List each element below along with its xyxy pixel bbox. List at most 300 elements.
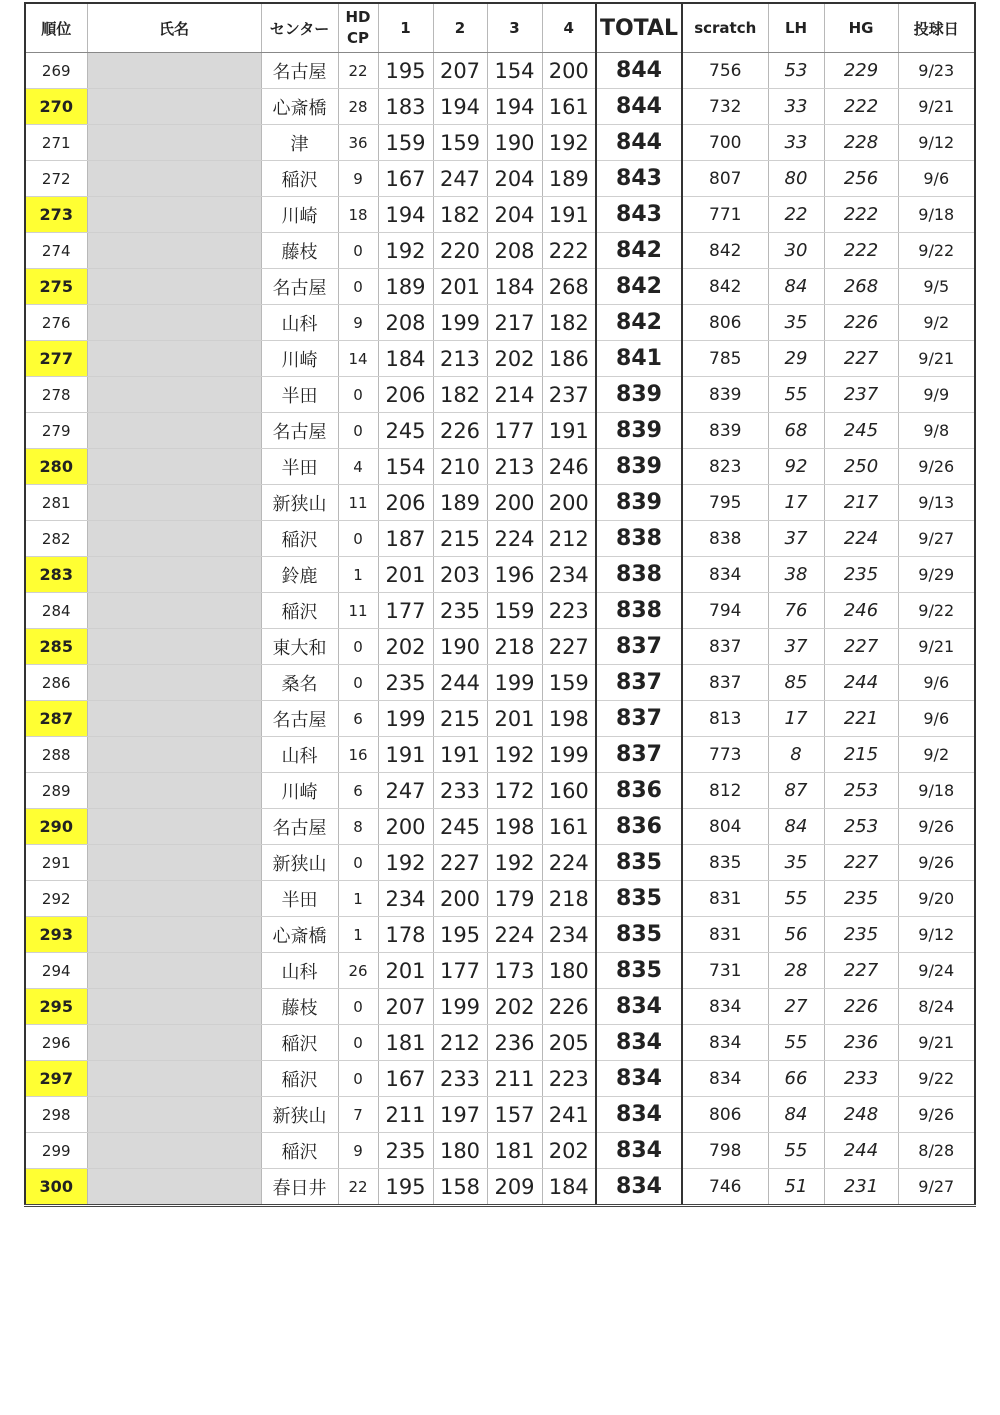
table-row bbox=[25, 53, 975, 89]
hdcp-cell: 9 bbox=[338, 161, 378, 197]
game-3-cell: 159 bbox=[487, 593, 542, 629]
game-4-cell: 198 bbox=[542, 701, 596, 737]
name-cell bbox=[87, 1169, 261, 1206]
rank-cell: 296 bbox=[25, 1025, 87, 1061]
hg-cell: 253 bbox=[824, 809, 898, 845]
total-cell: 839 bbox=[596, 413, 682, 449]
game-1-cell: 191 bbox=[378, 737, 433, 773]
scratch-cell: 812 bbox=[682, 773, 768, 809]
name-cell bbox=[87, 53, 261, 89]
game-2-cell: 180 bbox=[433, 1133, 487, 1169]
name-cell bbox=[87, 989, 261, 1025]
name-cell bbox=[87, 773, 261, 809]
table-row bbox=[25, 377, 975, 413]
header-hdcp bbox=[338, 3, 378, 53]
date-cell: 9/6 bbox=[898, 161, 975, 197]
rank-cell: 287 bbox=[25, 701, 87, 737]
center-cell: 稲沢 bbox=[261, 1133, 338, 1169]
scratch-cell: 746 bbox=[682, 1169, 768, 1206]
game-2-cell: 197 bbox=[433, 1097, 487, 1133]
lh-cell: 53 bbox=[768, 53, 824, 89]
total-cell: 841 bbox=[596, 341, 682, 377]
scratch-cell: 785 bbox=[682, 341, 768, 377]
lh-cell: 30 bbox=[768, 233, 824, 269]
game-3-cell: 236 bbox=[487, 1025, 542, 1061]
scratch-cell: 823 bbox=[682, 449, 768, 485]
rank-cell: 280 bbox=[25, 449, 87, 485]
date-cell: 9/26 bbox=[898, 809, 975, 845]
header-rank: 順位 bbox=[25, 3, 87, 53]
game-4-cell: 212 bbox=[542, 521, 596, 557]
hdcp-cell: 0 bbox=[338, 1025, 378, 1061]
rank-cell: 295 bbox=[25, 989, 87, 1025]
game-2-cell: 207 bbox=[433, 53, 487, 89]
game-1-cell: 181 bbox=[378, 1025, 433, 1061]
header-center: センター bbox=[261, 3, 338, 53]
game-1-cell: 192 bbox=[378, 233, 433, 269]
header-hg: HG bbox=[824, 3, 898, 53]
rank-cell: 284 bbox=[25, 593, 87, 629]
total-cell: 834 bbox=[596, 1097, 682, 1133]
scratch-cell: 839 bbox=[682, 413, 768, 449]
table-row bbox=[25, 773, 975, 809]
name-cell bbox=[87, 809, 261, 845]
game-4-cell: 227 bbox=[542, 629, 596, 665]
scratch-cell: 835 bbox=[682, 845, 768, 881]
table-row bbox=[25, 413, 975, 449]
hdcp-cell: 7 bbox=[338, 1097, 378, 1133]
date-cell: 9/21 bbox=[898, 629, 975, 665]
date-cell: 9/21 bbox=[898, 89, 975, 125]
hg-cell: 236 bbox=[824, 1025, 898, 1061]
name-cell bbox=[87, 953, 261, 989]
game-4-cell: 200 bbox=[542, 53, 596, 89]
name-cell bbox=[87, 89, 261, 125]
date-cell: 9/26 bbox=[898, 449, 975, 485]
game-1-cell: 245 bbox=[378, 413, 433, 449]
rank-cell: 282 bbox=[25, 521, 87, 557]
game-2-cell: 199 bbox=[433, 989, 487, 1025]
total-cell: 838 bbox=[596, 557, 682, 593]
total-cell: 842 bbox=[596, 233, 682, 269]
hdcp-cell: 28 bbox=[338, 89, 378, 125]
game-3-cell: 213 bbox=[487, 449, 542, 485]
header-date: 投球日 bbox=[898, 3, 975, 53]
date-cell: 9/6 bbox=[898, 701, 975, 737]
total-cell: 842 bbox=[596, 305, 682, 341]
total-cell: 835 bbox=[596, 881, 682, 917]
lh-cell: 17 bbox=[768, 701, 824, 737]
game-4-cell: 268 bbox=[542, 269, 596, 305]
lh-cell: 92 bbox=[768, 449, 824, 485]
game-1-cell: 195 bbox=[378, 1169, 433, 1206]
hg-cell: 235 bbox=[824, 557, 898, 593]
center-cell: 鈴鹿 bbox=[261, 557, 338, 593]
scratch-cell: 838 bbox=[682, 521, 768, 557]
scratch-cell: 773 bbox=[682, 737, 768, 773]
lh-cell: 87 bbox=[768, 773, 824, 809]
total-cell: 837 bbox=[596, 701, 682, 737]
game-2-cell: 212 bbox=[433, 1025, 487, 1061]
game-1-cell: 235 bbox=[378, 665, 433, 701]
game-4-cell: 192 bbox=[542, 125, 596, 161]
lh-cell: 51 bbox=[768, 1169, 824, 1206]
game-3-cell: 208 bbox=[487, 233, 542, 269]
game-1-cell: 206 bbox=[378, 485, 433, 521]
table-row bbox=[25, 89, 975, 125]
name-cell bbox=[87, 1097, 261, 1133]
game-1-cell: 177 bbox=[378, 593, 433, 629]
game-4-cell: 200 bbox=[542, 485, 596, 521]
game-4-cell: 241 bbox=[542, 1097, 596, 1133]
rank-cell: 274 bbox=[25, 233, 87, 269]
hg-cell: 245 bbox=[824, 413, 898, 449]
name-cell bbox=[87, 161, 261, 197]
hdcp-cell: 0 bbox=[338, 269, 378, 305]
game-1-cell: 208 bbox=[378, 305, 433, 341]
lh-cell: 37 bbox=[768, 629, 824, 665]
game-4-cell: 202 bbox=[542, 1133, 596, 1169]
total-cell: 835 bbox=[596, 845, 682, 881]
rank-cell: 279 bbox=[25, 413, 87, 449]
game-4-cell: 234 bbox=[542, 917, 596, 953]
game-3-cell: 218 bbox=[487, 629, 542, 665]
name-cell bbox=[87, 449, 261, 485]
hg-cell: 227 bbox=[824, 953, 898, 989]
center-cell: 新狭山 bbox=[261, 845, 338, 881]
game-2-cell: 159 bbox=[433, 125, 487, 161]
scratch-cell: 842 bbox=[682, 269, 768, 305]
lh-cell: 17 bbox=[768, 485, 824, 521]
game-1-cell: 201 bbox=[378, 953, 433, 989]
name-cell bbox=[87, 665, 261, 701]
date-cell: 9/21 bbox=[898, 1025, 975, 1061]
table-row bbox=[25, 629, 975, 665]
game-2-cell: 210 bbox=[433, 449, 487, 485]
hg-cell: 233 bbox=[824, 1061, 898, 1097]
game-4-cell: 180 bbox=[542, 953, 596, 989]
scratch-cell: 806 bbox=[682, 1097, 768, 1133]
center-cell: 稲沢 bbox=[261, 161, 338, 197]
total-cell: 842 bbox=[596, 269, 682, 305]
table-row bbox=[25, 197, 975, 233]
header-name: 氏名 bbox=[87, 3, 261, 53]
hg-cell: 228 bbox=[824, 125, 898, 161]
hdcp-cell: 6 bbox=[338, 773, 378, 809]
rank-cell: 272 bbox=[25, 161, 87, 197]
game-2-cell: 213 bbox=[433, 341, 487, 377]
game-2-cell: 245 bbox=[433, 809, 487, 845]
table-row bbox=[25, 449, 975, 485]
total-cell: 837 bbox=[596, 629, 682, 665]
lh-cell: 27 bbox=[768, 989, 824, 1025]
lh-cell: 33 bbox=[768, 89, 824, 125]
date-cell: 9/9 bbox=[898, 377, 975, 413]
table-row bbox=[25, 665, 975, 701]
center-cell: 桑名 bbox=[261, 665, 338, 701]
game-3-cell: 179 bbox=[487, 881, 542, 917]
game-4-cell: 191 bbox=[542, 413, 596, 449]
hg-cell: 221 bbox=[824, 701, 898, 737]
center-cell: 半田 bbox=[261, 881, 338, 917]
game-2-cell: 203 bbox=[433, 557, 487, 593]
game-3-cell: 194 bbox=[487, 89, 542, 125]
game-2-cell: 247 bbox=[433, 161, 487, 197]
game-3-cell: 192 bbox=[487, 737, 542, 773]
total-cell: 834 bbox=[596, 1025, 682, 1061]
center-cell: 春日井 bbox=[261, 1169, 338, 1206]
game-3-cell: 204 bbox=[487, 161, 542, 197]
center-cell: 新狭山 bbox=[261, 1097, 338, 1133]
game-1-cell: 206 bbox=[378, 377, 433, 413]
game-2-cell: 158 bbox=[433, 1169, 487, 1206]
name-cell bbox=[87, 701, 261, 737]
hg-cell: 235 bbox=[824, 917, 898, 953]
center-cell: 半田 bbox=[261, 377, 338, 413]
game-2-cell: 215 bbox=[433, 521, 487, 557]
rank-cell: 270 bbox=[25, 89, 87, 125]
game-4-cell: 160 bbox=[542, 773, 596, 809]
game-1-cell: 154 bbox=[378, 449, 433, 485]
center-cell: 稲沢 bbox=[261, 1061, 338, 1097]
game-3-cell: 201 bbox=[487, 701, 542, 737]
game-4-cell: 186 bbox=[542, 341, 596, 377]
hdcp-cell: 14 bbox=[338, 341, 378, 377]
header-hdcp-line1: HD bbox=[345, 8, 371, 26]
total-cell: 844 bbox=[596, 89, 682, 125]
table-row bbox=[25, 593, 975, 629]
center-cell: 稲沢 bbox=[261, 1025, 338, 1061]
game-2-cell: 189 bbox=[433, 485, 487, 521]
hdcp-cell: 9 bbox=[338, 305, 378, 341]
rank-cell: 300 bbox=[25, 1169, 87, 1206]
header-game-2: 2 bbox=[433, 3, 487, 53]
date-cell: 9/6 bbox=[898, 665, 975, 701]
total-cell: 836 bbox=[596, 773, 682, 809]
total-cell: 834 bbox=[596, 1133, 682, 1169]
name-cell bbox=[87, 845, 261, 881]
scratch-cell: 842 bbox=[682, 233, 768, 269]
date-cell: 9/24 bbox=[898, 953, 975, 989]
game-3-cell: 173 bbox=[487, 953, 542, 989]
scratch-cell: 806 bbox=[682, 305, 768, 341]
date-cell: 9/12 bbox=[898, 125, 975, 161]
game-1-cell: 195 bbox=[378, 53, 433, 89]
rank-cell: 276 bbox=[25, 305, 87, 341]
center-cell: 名古屋 bbox=[261, 53, 338, 89]
game-4-cell: 199 bbox=[542, 737, 596, 773]
lh-cell: 8 bbox=[768, 737, 824, 773]
game-1-cell: 187 bbox=[378, 521, 433, 557]
hdcp-cell: 0 bbox=[338, 845, 378, 881]
table-row bbox=[25, 161, 975, 197]
date-cell: 9/2 bbox=[898, 305, 975, 341]
name-cell bbox=[87, 629, 261, 665]
game-3-cell: 224 bbox=[487, 521, 542, 557]
name-cell bbox=[87, 305, 261, 341]
table-row bbox=[25, 1061, 975, 1097]
lh-cell: 84 bbox=[768, 269, 824, 305]
date-cell: 9/5 bbox=[898, 269, 975, 305]
game-4-cell: 218 bbox=[542, 881, 596, 917]
hg-cell: 231 bbox=[824, 1169, 898, 1206]
rank-cell: 275 bbox=[25, 269, 87, 305]
center-cell: 川崎 bbox=[261, 773, 338, 809]
header-lh: LH bbox=[768, 3, 824, 53]
total-cell: 843 bbox=[596, 161, 682, 197]
center-cell: 藤枝 bbox=[261, 233, 338, 269]
game-3-cell: 177 bbox=[487, 413, 542, 449]
hg-cell: 253 bbox=[824, 773, 898, 809]
game-3-cell: 200 bbox=[487, 485, 542, 521]
rank-cell: 292 bbox=[25, 881, 87, 917]
game-3-cell: 172 bbox=[487, 773, 542, 809]
game-3-cell: 209 bbox=[487, 1169, 542, 1206]
game-2-cell: 201 bbox=[433, 269, 487, 305]
table-row bbox=[25, 989, 975, 1025]
game-1-cell: 192 bbox=[378, 845, 433, 881]
scratch-cell: 771 bbox=[682, 197, 768, 233]
center-cell: 川崎 bbox=[261, 197, 338, 233]
header-game-4: 4 bbox=[542, 3, 596, 53]
center-cell: 心斎橋 bbox=[261, 917, 338, 953]
game-2-cell: 233 bbox=[433, 773, 487, 809]
lh-cell: 37 bbox=[768, 521, 824, 557]
game-3-cell: 196 bbox=[487, 557, 542, 593]
header-hdcp-line2: CP bbox=[346, 29, 369, 47]
game-1-cell: 194 bbox=[378, 197, 433, 233]
game-3-cell: 217 bbox=[487, 305, 542, 341]
name-cell bbox=[87, 881, 261, 917]
total-cell: 834 bbox=[596, 989, 682, 1025]
hg-cell: 227 bbox=[824, 629, 898, 665]
date-cell: 9/20 bbox=[898, 881, 975, 917]
center-cell: 半田 bbox=[261, 449, 338, 485]
game-4-cell: 234 bbox=[542, 557, 596, 593]
game-4-cell: 226 bbox=[542, 989, 596, 1025]
hdcp-cell: 16 bbox=[338, 737, 378, 773]
hdcp-cell: 0 bbox=[338, 377, 378, 413]
game-2-cell: 227 bbox=[433, 845, 487, 881]
date-cell: 9/18 bbox=[898, 773, 975, 809]
date-cell: 9/22 bbox=[898, 233, 975, 269]
date-cell: 9/27 bbox=[898, 521, 975, 557]
hg-cell: 246 bbox=[824, 593, 898, 629]
lh-cell: 33 bbox=[768, 125, 824, 161]
total-cell: 835 bbox=[596, 917, 682, 953]
lh-cell: 68 bbox=[768, 413, 824, 449]
lh-cell: 38 bbox=[768, 557, 824, 593]
center-cell: 名古屋 bbox=[261, 809, 338, 845]
header-row bbox=[25, 3, 975, 53]
rank-cell: 298 bbox=[25, 1097, 87, 1133]
rank-cell: 291 bbox=[25, 845, 87, 881]
date-cell: 9/2 bbox=[898, 737, 975, 773]
game-2-cell: 235 bbox=[433, 593, 487, 629]
center-cell: 藤枝 bbox=[261, 989, 338, 1025]
date-cell: 9/22 bbox=[898, 1061, 975, 1097]
hdcp-cell: 9 bbox=[338, 1133, 378, 1169]
table-row bbox=[25, 557, 975, 593]
hg-cell: 222 bbox=[824, 197, 898, 233]
name-cell bbox=[87, 197, 261, 233]
game-3-cell: 184 bbox=[487, 269, 542, 305]
center-cell: 名古屋 bbox=[261, 701, 338, 737]
game-3-cell: 204 bbox=[487, 197, 542, 233]
hdcp-cell: 0 bbox=[338, 1061, 378, 1097]
hg-cell: 235 bbox=[824, 881, 898, 917]
center-cell: 山科 bbox=[261, 953, 338, 989]
date-cell: 9/26 bbox=[898, 1097, 975, 1133]
game-1-cell: 184 bbox=[378, 341, 433, 377]
hg-cell: 227 bbox=[824, 341, 898, 377]
lh-cell: 55 bbox=[768, 1133, 824, 1169]
scratch-cell: 807 bbox=[682, 161, 768, 197]
game-4-cell: 223 bbox=[542, 593, 596, 629]
game-1-cell: 183 bbox=[378, 89, 433, 125]
game-2-cell: 194 bbox=[433, 89, 487, 125]
game-2-cell: 182 bbox=[433, 197, 487, 233]
table-row bbox=[25, 305, 975, 341]
scratch-cell: 834 bbox=[682, 557, 768, 593]
rank-cell: 278 bbox=[25, 377, 87, 413]
header-game-3: 3 bbox=[487, 3, 542, 53]
hdcp-cell: 0 bbox=[338, 413, 378, 449]
game-3-cell: 224 bbox=[487, 917, 542, 953]
game-4-cell: 159 bbox=[542, 665, 596, 701]
game-2-cell: 190 bbox=[433, 629, 487, 665]
scratch-cell: 831 bbox=[682, 881, 768, 917]
rank-cell: 269 bbox=[25, 53, 87, 89]
rank-cell: 286 bbox=[25, 665, 87, 701]
table-row bbox=[25, 1097, 975, 1133]
game-4-cell: 237 bbox=[542, 377, 596, 413]
rank-cell: 281 bbox=[25, 485, 87, 521]
game-2-cell: 191 bbox=[433, 737, 487, 773]
date-cell: 9/12 bbox=[898, 917, 975, 953]
game-4-cell: 189 bbox=[542, 161, 596, 197]
hdcp-cell: 0 bbox=[338, 665, 378, 701]
scratch-cell: 700 bbox=[682, 125, 768, 161]
scratch-cell: 794 bbox=[682, 593, 768, 629]
hdcp-cell: 0 bbox=[338, 521, 378, 557]
hdcp-cell: 6 bbox=[338, 701, 378, 737]
name-cell bbox=[87, 269, 261, 305]
total-cell: 838 bbox=[596, 521, 682, 557]
game-3-cell: 181 bbox=[487, 1133, 542, 1169]
game-2-cell: 182 bbox=[433, 377, 487, 413]
game-2-cell: 199 bbox=[433, 305, 487, 341]
rank-cell: 283 bbox=[25, 557, 87, 593]
hg-cell: 226 bbox=[824, 305, 898, 341]
total-cell: 834 bbox=[596, 1061, 682, 1097]
table-row bbox=[25, 341, 975, 377]
hg-cell: 226 bbox=[824, 989, 898, 1025]
rank-cell: 294 bbox=[25, 953, 87, 989]
game-3-cell: 192 bbox=[487, 845, 542, 881]
date-cell: 9/13 bbox=[898, 485, 975, 521]
rank-cell: 277 bbox=[25, 341, 87, 377]
game-3-cell: 157 bbox=[487, 1097, 542, 1133]
hg-cell: 244 bbox=[824, 665, 898, 701]
game-1-cell: 178 bbox=[378, 917, 433, 953]
game-1-cell: 211 bbox=[378, 1097, 433, 1133]
scratch-cell: 834 bbox=[682, 989, 768, 1025]
game-4-cell: 184 bbox=[542, 1169, 596, 1206]
game-4-cell: 161 bbox=[542, 809, 596, 845]
game-2-cell: 195 bbox=[433, 917, 487, 953]
game-2-cell: 244 bbox=[433, 665, 487, 701]
